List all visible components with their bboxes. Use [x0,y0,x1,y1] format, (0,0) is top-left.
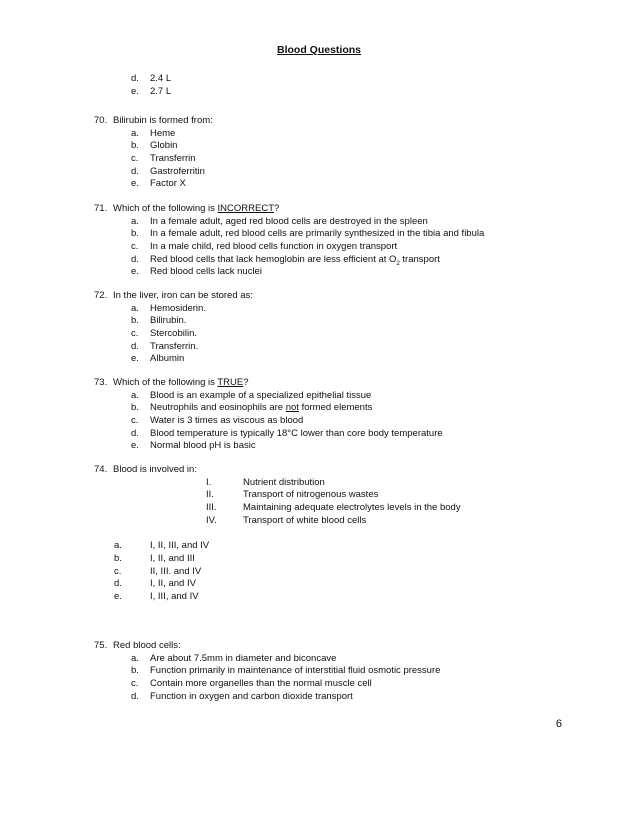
page-title: Blood Questions [277,44,361,56]
question-75 [94,640,614,703]
option-b: b. Neutrophils and eosinophils are not formed elements [131,402,373,414]
roman-item-i: I. Nutrient distribution [206,476,325,488]
question-74 [94,464,614,604]
option-c: c. II, III. and IV [114,565,202,577]
option-b: b. Function primarily in maintenance of interstitial fluid osmotic pressure [131,665,441,677]
option-e: e. Red blood cells lack nuclei [131,266,262,278]
option-c: c. Contain more organelles than the normal muscle cell [131,678,372,690]
option-c: c. Transferrin [131,153,196,165]
option-e: e. Albumin [131,353,185,365]
option-b: b. In a female adult, red blood cells are primarily synthesized in the tibia and fibula [131,228,485,240]
option-b: b. Globin [131,140,178,152]
question-stem: 72. In the liver, iron can be stored as: [94,290,253,301]
option-e: e. I, III, and IV [114,590,199,602]
option-c: c. Stercobilin. [131,328,197,340]
option-a: a. Heme [131,127,176,139]
option-d: d. Function in oxygen and carbon dioxide transport [131,690,353,702]
option-d: d. Transferrin. [131,340,199,352]
question-71 [94,203,614,279]
roman-item-iii: III. Maintaining adequate electrolytes levels in the body [206,502,461,514]
option-c: c. In a male child, red blood cells function in oxygen transport [131,241,398,253]
option-a: a. I, II, III, and IV [114,540,210,552]
page-number: 6 [555,718,562,730]
option-b: b. Bilirubin. [131,315,187,327]
question-stem: 71. Which of the following is INCORRECT? [94,203,280,214]
option-b: b. I, II, and III [114,552,195,564]
option-d: d. I, II, and IV [114,578,196,590]
option-a: a. Hemosiderin. [131,302,206,314]
option-e: e. 2.7 L [131,85,172,97]
question-70 [94,115,614,191]
option-c: c. Water is 3 times as viscous as blood [131,415,304,427]
option-e: e. Factor X [131,178,186,190]
roman-item-ii: II. Transport of nitrogenous wastes [206,489,379,501]
option-a: a. Blood is an example of a specialized epithelial tissue [131,389,372,401]
option-d: d. Gastroferritin [131,165,205,177]
roman-item-iv: IV. Transport of white blood cells [206,514,367,526]
question-stem: 74. Blood is involved in: [94,464,197,475]
question-stem: 70. Bilirubin is formed from: [94,115,213,126]
option-a: a. Are about 7.5mm in diameter and biconcave [131,652,337,664]
option-d: d. Blood temperature is typically 18°C lower than core body temperature [131,427,443,439]
question-72 [94,290,614,366]
question-73 [94,377,614,453]
question-stem: 75. Red blood cells: [94,640,181,651]
continued-options [94,73,614,98]
option-a: a. In a female adult, aged red blood cells are destroyed in the spleen [131,215,428,227]
option-e: e. Normal blood pH is basic [131,440,256,452]
question-stem: 73. Which of the following is TRUE? [94,377,249,388]
option-d: d. 2.4 L [131,73,172,84]
option-d: d. Red blood cells that lack hemoglobin are less efficient at $O_2$ transport [131,253,440,267]
